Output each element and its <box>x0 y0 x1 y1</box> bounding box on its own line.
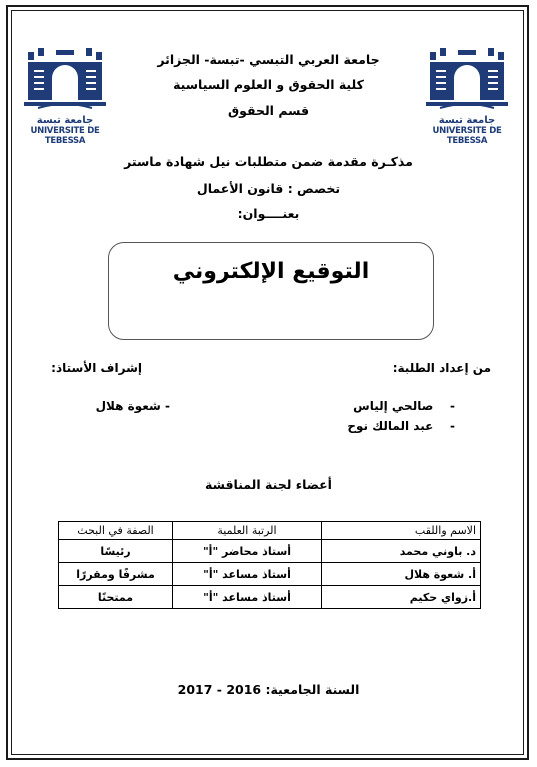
member-name: أ. شعوة هلال <box>322 563 481 586</box>
university-logo-right <box>422 44 512 146</box>
specialty: تخصص : قانون الأعمال <box>196 181 341 196</box>
student-item <box>347 419 455 433</box>
supervisor-name: - شعوة هلال <box>95 399 170 413</box>
university-logo-left <box>20 44 110 146</box>
logo-caption-right <box>422 115 512 146</box>
member-rank: أستاذ مساعد "أ" <box>173 563 322 586</box>
member-rank: أستاذ محاضر "أ" <box>173 540 322 563</box>
table-header-row <box>59 522 481 540</box>
thesis-title: التوقيع الإلكتروني <box>172 259 370 284</box>
academic-year: السنة الجامعية: 2016 - 2017 <box>177 682 360 697</box>
department-name: قسم الحقوق <box>227 103 310 118</box>
member-name: د. باوني محمد <box>322 540 481 563</box>
title-label: بعنــــوان: <box>237 206 300 221</box>
thesis-title-box <box>108 242 434 340</box>
list-bullet: - <box>433 419 455 433</box>
member-name: أ.زواي حكيم <box>322 586 481 609</box>
column-header-role: الصفة في البحث <box>59 522 173 540</box>
logo-latin-text: UNIVERSITE DE TEBESSA <box>432 126 502 146</box>
memo-description: مذكـرة مقدمة ضمن متطلبات نيل شهادة ماستر <box>124 154 413 169</box>
table-row <box>59 540 481 563</box>
faculty-name: كلية الحقوق و العلوم السياسية <box>173 77 364 92</box>
column-header-name: الاسم واللقب <box>322 522 481 540</box>
member-role: مشرفًا ومقررًا <box>59 563 173 586</box>
logo-arabic-text: جامعة تبسة <box>438 115 496 126</box>
university-name: جامعة العربي التبسي -تبسة- الجزائر <box>157 52 380 67</box>
member-role: رئيسًا <box>59 540 173 563</box>
students-heading: من إعداد الطلبة: <box>392 361 491 375</box>
list-bullet: - <box>433 399 455 413</box>
logo-latin-text: UNIVERSITE DE TEBESSA <box>30 126 100 146</box>
logo-arabic-text: جامعة تبسة <box>36 115 94 126</box>
student-name: صالحي إلياس <box>353 399 434 413</box>
table-row <box>59 563 481 586</box>
committee-table <box>58 521 481 609</box>
student-name: عبد المالك نوح <box>347 419 434 433</box>
table-row <box>59 586 481 609</box>
column-header-rank: الرتبة العلمية <box>173 522 322 540</box>
member-rank: أستاذ مساعد "أ" <box>173 586 322 609</box>
member-role: ممتحنًا <box>59 586 173 609</box>
university-emblem-icon <box>422 44 512 114</box>
committee-heading: أعضاء لجنة المناقشة <box>205 477 332 492</box>
supervisor-heading: إشراف الأستاذ: <box>51 361 142 375</box>
student-item <box>353 399 455 413</box>
university-emblem-icon <box>20 44 110 114</box>
logo-caption-left <box>20 115 110 146</box>
